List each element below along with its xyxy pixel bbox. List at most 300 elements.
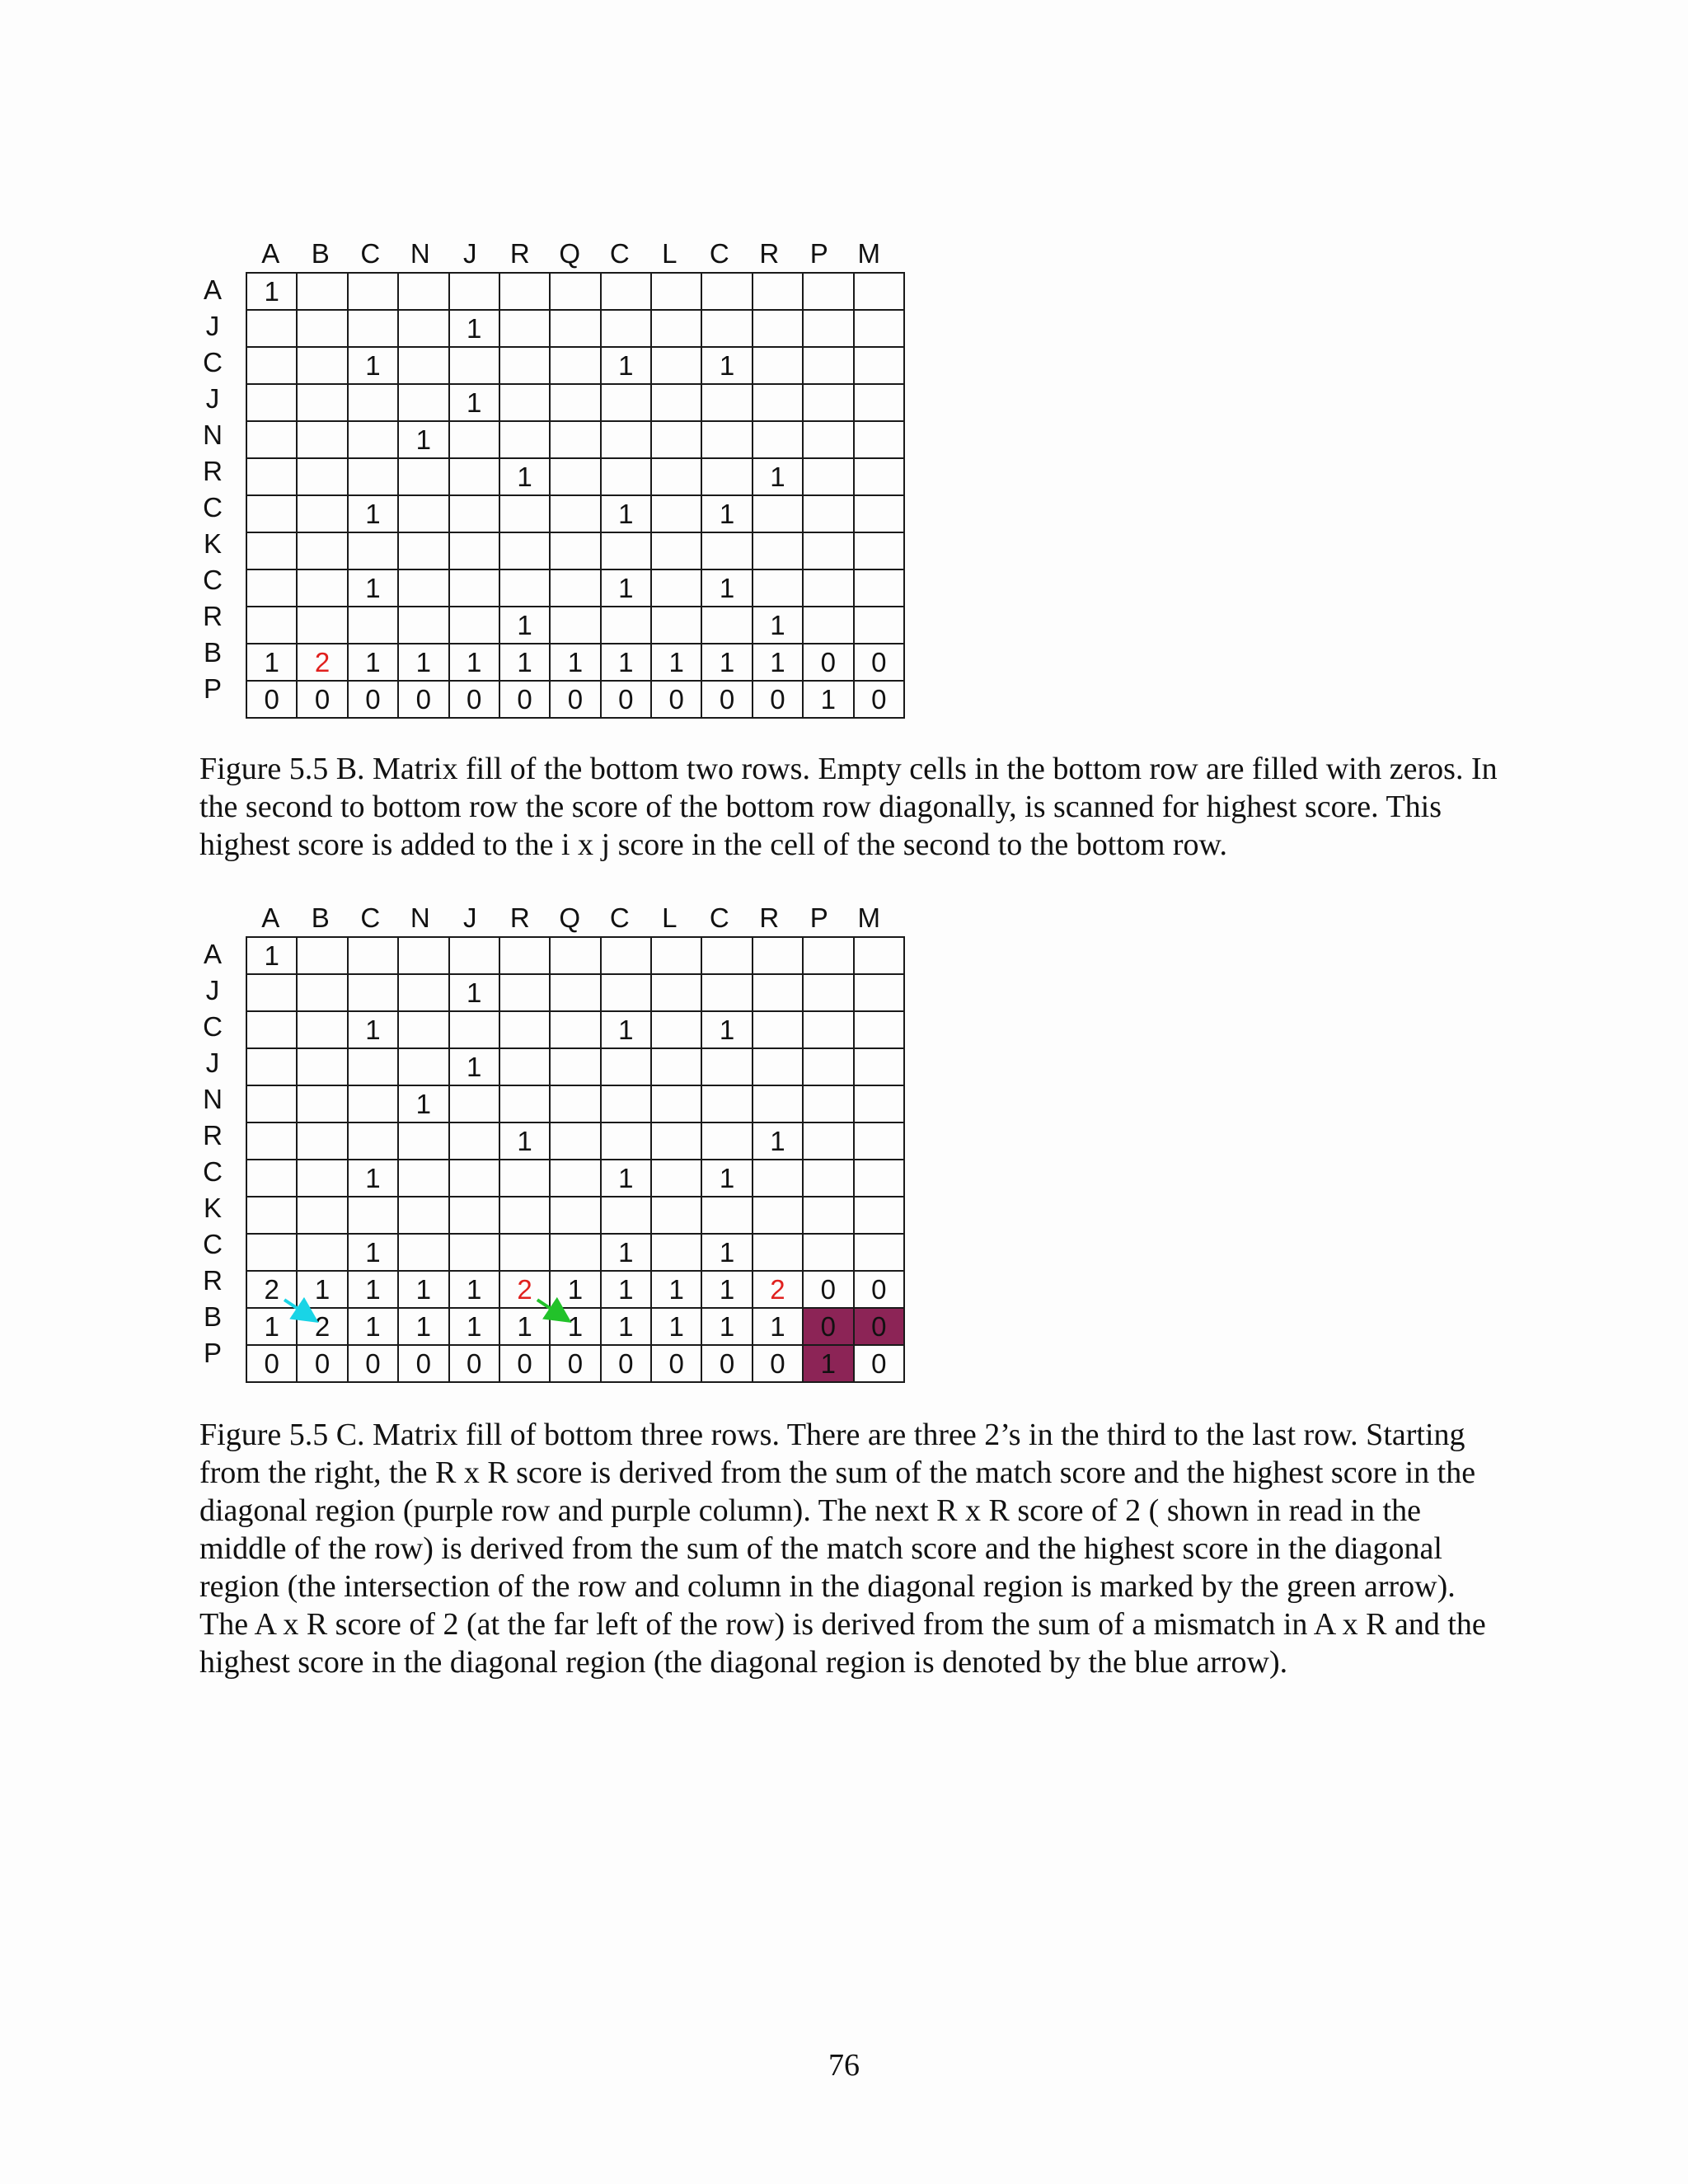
matrix-cell <box>753 495 803 532</box>
matrix-cell <box>651 495 701 532</box>
column-header: P <box>809 238 828 269</box>
matrix-cell: 1 <box>601 644 651 681</box>
matrix-cell <box>297 1085 347 1122</box>
row-headers <box>196 936 229 1371</box>
matrix-cell <box>297 532 347 569</box>
matrix-cell <box>449 1011 499 1048</box>
column-header: C <box>360 238 381 269</box>
matrix-cell <box>550 310 600 347</box>
matrix-cell <box>854 1085 905 1122</box>
matrix-cell: 0 <box>550 681 600 718</box>
matrix-cell: 1 <box>449 644 499 681</box>
column-header: C <box>609 238 630 269</box>
matrix-cell <box>398 532 448 569</box>
matrix-cell <box>701 1085 752 1122</box>
column-header: C <box>360 902 381 933</box>
matrix-cell <box>246 310 297 347</box>
matrix-cell: 1 <box>701 1160 752 1197</box>
matrix-cell <box>499 1234 550 1271</box>
matrix-cell: 0 <box>854 1271 905 1308</box>
matrix-cell <box>499 974 550 1011</box>
matrix-cell <box>449 937 499 974</box>
matrix-cell <box>753 1197 803 1234</box>
matrix-cell <box>651 458 701 495</box>
matrix-cell <box>246 384 297 421</box>
matrix-cell: 0 <box>701 681 752 718</box>
matrix-cell <box>651 1160 701 1197</box>
matrix-cell: 1 <box>348 1308 398 1345</box>
matrix-cell <box>803 1011 853 1048</box>
matrix-cell: 0 <box>651 1345 701 1382</box>
row-header: N <box>203 1084 223 1114</box>
matrix-cell <box>499 569 550 607</box>
matrix-cell: 0 <box>449 1345 499 1382</box>
matrix-cell: 1 <box>246 644 297 681</box>
matrix-cell: 1 <box>499 1122 550 1160</box>
matrix-cell <box>753 1085 803 1122</box>
matrix-cell: 0 <box>854 644 905 681</box>
matrix-cell: 1 <box>449 310 499 347</box>
matrix-cell: 1 <box>348 495 398 532</box>
matrix-cell <box>651 347 701 384</box>
matrix-cell <box>651 532 701 569</box>
matrix-cell <box>701 273 752 310</box>
matrix-cell <box>499 347 550 384</box>
matrix-cell: 1 <box>398 1085 448 1122</box>
matrix-cell <box>601 421 651 458</box>
matrix-row <box>246 607 904 644</box>
matrix-cell <box>449 421 499 458</box>
matrix-cell: 0 <box>348 681 398 718</box>
matrix-cell <box>398 1197 448 1234</box>
matrix-cell <box>601 310 651 347</box>
matrix-cell: 1 <box>398 421 448 458</box>
matrix-row <box>246 569 904 607</box>
matrix-cell <box>348 974 398 1011</box>
matrix-row <box>246 310 904 347</box>
matrix-cell <box>499 1085 550 1122</box>
matrix-cell <box>499 532 550 569</box>
matrix-cell <box>651 1048 701 1085</box>
matrix-cell <box>854 421 905 458</box>
matrix-cell: 0 <box>297 1345 347 1382</box>
column-header: M <box>857 238 880 269</box>
matrix-cell <box>398 310 448 347</box>
matrix-cell <box>398 1011 448 1048</box>
matrix-cell: 1 <box>601 1234 651 1271</box>
matrix-cell <box>398 495 448 532</box>
matrix-cell: 1 <box>348 1160 398 1197</box>
matrix-row <box>246 458 904 495</box>
matrix-cell <box>601 1122 651 1160</box>
matrix-cell <box>297 1048 347 1085</box>
matrix-cell: 1 <box>348 644 398 681</box>
matrix-cell: 0 <box>550 1345 600 1382</box>
matrix-cell <box>803 1122 853 1160</box>
matrix-cell <box>753 310 803 347</box>
matrix-cell: 2 <box>297 1308 347 1345</box>
matrix-cell <box>297 1234 347 1271</box>
column-header: Q <box>559 902 581 933</box>
column-header: C <box>709 902 729 933</box>
matrix-cell: 0 <box>449 681 499 718</box>
matrix-cell <box>550 1011 600 1048</box>
matrix-cell <box>398 1122 448 1160</box>
matrix-cell <box>651 1197 701 1234</box>
matrix-cell <box>246 607 297 644</box>
matrix-row <box>246 347 904 384</box>
matrix-cell: 1 <box>601 1271 651 1308</box>
row-header: J <box>205 975 220 1005</box>
matrix-cell <box>246 1234 297 1271</box>
matrix-cell <box>550 495 600 532</box>
matrix-cell <box>348 607 398 644</box>
matrix-cell <box>449 1234 499 1271</box>
matrix-cell <box>348 1197 398 1234</box>
matrix-cell: 1 <box>348 347 398 384</box>
matrix-cell <box>651 569 701 607</box>
matrix-row <box>246 421 904 458</box>
matrix-cell: 1 <box>550 644 600 681</box>
matrix-cell <box>803 458 853 495</box>
matrix-row <box>246 384 904 421</box>
matrix-cell <box>701 1122 752 1160</box>
matrix-cell <box>601 607 651 644</box>
column-header: P <box>809 902 828 933</box>
matrix-cell: 0 <box>297 681 347 718</box>
matrix-cell <box>348 384 398 421</box>
matrix-cell: 0 <box>348 1345 398 1382</box>
row-header: C <box>203 1229 223 1259</box>
matrix-cell: 0 <box>398 681 448 718</box>
matrix-cell <box>297 384 347 421</box>
matrix-cell <box>499 421 550 458</box>
matrix-cell <box>297 974 347 1011</box>
matrix-cell: 1 <box>398 1308 448 1345</box>
row-header: R <box>203 601 223 631</box>
matrix-cell <box>348 532 398 569</box>
matrix-cell <box>449 273 499 310</box>
row-header: J <box>205 383 220 414</box>
matrix-cell <box>297 1011 347 1048</box>
matrix-cell <box>701 1197 752 1234</box>
matrix-cell: 1 <box>803 681 853 718</box>
matrix-cell <box>753 1160 803 1197</box>
matrix-cell <box>398 1234 448 1271</box>
matrix-cell <box>499 1048 550 1085</box>
matrix-cell <box>398 607 448 644</box>
matrix-cell <box>550 1234 600 1271</box>
matrix-cell: 1 <box>701 569 752 607</box>
score-matrix <box>246 936 905 1383</box>
matrix-cell: 1 <box>246 1308 297 1345</box>
matrix-cell <box>803 532 853 569</box>
matrix-cell <box>753 974 803 1011</box>
matrix-cell <box>348 937 398 974</box>
figure-caption-c: Figure 5.5 C. Matrix fill of bottom three rows. There are three 2’s in the third to the last row. Starting from the right, the R x R score is derived from the sum of the match score and the highest score in the diagonal region (purple row and purple column). The next R x R score of 2 ( shown in read in the middle of the row) is derived from the sum of the match score and the highest score in the diagonal region (the intersection of the row and column in the diagonal region is marked by the green arrow). The A x R score of 2 (at the far left of the row) is derived from the sum of a mismatch in A x R and the highest score in the diagonal region (the diagonal region is denoted by the blue arrow). <box>199 1418 1486 1680</box>
matrix-cell <box>601 384 651 421</box>
matrix-row <box>246 1160 904 1197</box>
column-header: B <box>311 238 330 269</box>
matrix-cell <box>701 937 752 974</box>
matrix-cell: 1 <box>701 1271 752 1308</box>
matrix-cell <box>297 310 347 347</box>
matrix-cell <box>398 273 448 310</box>
matrix-cell <box>803 569 853 607</box>
matrix-cell <box>854 937 905 974</box>
matrix-cell: 1 <box>753 458 803 495</box>
matrix-cell <box>246 1197 297 1234</box>
row-header: C <box>203 347 223 377</box>
matrix-cell: 0 <box>803 644 853 681</box>
matrix-cell <box>803 1048 853 1085</box>
row-header: R <box>203 1120 223 1151</box>
matrix-cell: 1 <box>499 458 550 495</box>
row-header: J <box>205 311 220 341</box>
matrix-cell: 1 <box>601 1308 651 1345</box>
column-header: M <box>857 902 880 933</box>
matrix-row <box>246 937 904 974</box>
matrix-cell <box>701 421 752 458</box>
matrix-cell <box>753 569 803 607</box>
matrix-cell <box>398 974 448 1011</box>
matrix-cell: 0 <box>246 681 297 718</box>
row-header: R <box>203 1265 223 1296</box>
matrix-cell <box>803 273 853 310</box>
matrix-cell <box>803 974 853 1011</box>
column-headers <box>246 902 894 935</box>
row-header: C <box>203 1156 223 1187</box>
matrix-cell: 0 <box>398 1345 448 1382</box>
matrix-cell <box>297 569 347 607</box>
matrix-cell: 1 <box>701 1234 752 1271</box>
matrix-cell <box>398 1048 448 1085</box>
matrix-cell <box>550 273 600 310</box>
matrix-cell <box>550 384 600 421</box>
matrix-cell: 1 <box>449 974 499 1011</box>
matrix-row <box>246 644 904 681</box>
matrix-cell <box>854 532 905 569</box>
matrix-cell: 1 <box>246 273 297 310</box>
matrix-cell <box>246 1048 297 1085</box>
matrix-cell <box>854 384 905 421</box>
matrix-cell <box>550 974 600 1011</box>
row-headers <box>196 272 229 707</box>
matrix-cell: 1 <box>651 1271 701 1308</box>
matrix-cell <box>854 1011 905 1048</box>
matrix-cell: 1 <box>348 1011 398 1048</box>
matrix-cell <box>550 1122 600 1160</box>
matrix-cell <box>753 532 803 569</box>
matrix-row <box>246 1048 904 1085</box>
matrix-cell: 0 <box>854 681 905 718</box>
matrix-cell <box>499 1197 550 1234</box>
matrix-cell <box>246 1122 297 1160</box>
matrix-cell: 0 <box>854 1308 905 1345</box>
column-header: R <box>759 902 780 933</box>
matrix-cell <box>601 937 651 974</box>
column-headers <box>246 237 894 270</box>
matrix-cell: 2 <box>297 644 347 681</box>
matrix-row <box>246 532 904 569</box>
column-header: R <box>509 902 530 933</box>
matrix-cell: 0 <box>499 1345 550 1382</box>
column-header: J <box>463 902 477 933</box>
matrix-cell: 2 <box>246 1271 297 1308</box>
column-header: R <box>509 238 530 269</box>
matrix-cell <box>854 974 905 1011</box>
matrix-cell <box>550 1048 600 1085</box>
matrix-cell: 0 <box>701 1345 752 1382</box>
matrix-cell <box>449 1085 499 1122</box>
matrix-cell: 1 <box>449 1308 499 1345</box>
matrix-cell <box>753 273 803 310</box>
matrix-cell <box>701 532 752 569</box>
matrix-cell <box>803 1197 853 1234</box>
matrix-row <box>246 1085 904 1122</box>
matrix-cell: 1 <box>601 1160 651 1197</box>
matrix-cell: 1 <box>449 1048 499 1085</box>
matrix-cell: 1 <box>499 607 550 644</box>
matrix-cell: 1 <box>651 1308 701 1345</box>
row-header: A <box>203 274 222 305</box>
matrix-cell: 1 <box>499 644 550 681</box>
matrix-cell <box>601 532 651 569</box>
matrix-row <box>246 1011 904 1048</box>
row-header: A <box>203 939 222 969</box>
matrix-cell <box>348 458 398 495</box>
matrix-cell <box>348 310 398 347</box>
matrix-cell <box>246 458 297 495</box>
matrix-cell: 1 <box>449 384 499 421</box>
page-number: 76 <box>828 2048 860 2083</box>
row-header: J <box>205 1047 220 1078</box>
column-header: C <box>709 238 729 269</box>
matrix-cell <box>398 347 448 384</box>
matrix-cell <box>398 569 448 607</box>
matrix-cell <box>246 421 297 458</box>
matrix-cell <box>348 1122 398 1160</box>
matrix-cell <box>854 569 905 607</box>
column-header: L <box>662 902 678 933</box>
matrix-cell <box>651 607 701 644</box>
matrix-cell <box>246 1160 297 1197</box>
column-header: N <box>410 902 430 933</box>
column-header: A <box>261 238 280 269</box>
matrix-cell <box>753 384 803 421</box>
matrix-cell: 1 <box>348 1271 398 1308</box>
matrix-cell <box>449 532 499 569</box>
matrix-row <box>246 495 904 532</box>
matrix-cell <box>246 532 297 569</box>
matrix-cell <box>854 347 905 384</box>
matrix-cell <box>550 937 600 974</box>
matrix-cell <box>398 384 448 421</box>
matrix-cell: 1 <box>701 347 752 384</box>
matrix-cell <box>297 607 347 644</box>
matrix-row <box>246 1234 904 1271</box>
matrix-cell: 0 <box>753 1345 803 1382</box>
matrix-cell <box>297 1122 347 1160</box>
matrix-cell <box>854 1160 905 1197</box>
matrix-cell <box>651 1085 701 1122</box>
column-header: A <box>261 902 280 933</box>
matrix-cell <box>701 384 752 421</box>
matrix-cell: 0 <box>803 1271 853 1308</box>
row-header: B <box>203 1301 222 1332</box>
matrix-cell <box>449 607 499 644</box>
matrix-cell: 0 <box>601 1345 651 1382</box>
matrix-cell <box>398 937 448 974</box>
column-header: B <box>311 902 330 933</box>
matrix-cell <box>550 458 600 495</box>
row-header: K <box>203 528 222 559</box>
matrix-cell <box>753 937 803 974</box>
matrix-cell <box>348 1048 398 1085</box>
matrix-cell <box>651 1234 701 1271</box>
matrix-cell <box>348 273 398 310</box>
matrix-cell: 1 <box>348 1234 398 1271</box>
matrix-cell <box>550 1197 600 1234</box>
matrix-cell <box>854 1122 905 1160</box>
matrix-cell: 1 <box>753 607 803 644</box>
matrix-cell <box>854 1234 905 1271</box>
column-header: C <box>609 902 630 933</box>
column-header: Q <box>559 238 581 269</box>
matrix-row <box>246 1345 904 1382</box>
matrix-cell: 0 <box>601 681 651 718</box>
matrix-cell <box>449 458 499 495</box>
row-header: P <box>203 673 222 704</box>
matrix-cell <box>803 495 853 532</box>
matrix-row <box>246 974 904 1011</box>
matrix-cell: 1 <box>701 1011 752 1048</box>
matrix-cell <box>753 1011 803 1048</box>
matrix-cell <box>246 569 297 607</box>
matrix-cell <box>854 495 905 532</box>
matrix-cell <box>601 1085 651 1122</box>
matrix-cell <box>499 384 550 421</box>
matrix-cell: 1 <box>803 1345 853 1382</box>
matrix-cell <box>297 273 347 310</box>
matrix-cell: 1 <box>246 937 297 974</box>
matrix-cell <box>246 1085 297 1122</box>
matrix-row <box>246 681 904 718</box>
matrix-cell: 1 <box>398 1271 448 1308</box>
matrix-cell <box>701 974 752 1011</box>
row-header: C <box>203 1011 223 1042</box>
matrix-cell <box>297 458 347 495</box>
matrix-cell: 2 <box>753 1271 803 1308</box>
matrix-cell <box>601 1197 651 1234</box>
matrix-cell <box>550 1085 600 1122</box>
matrix-cell <box>601 273 651 310</box>
matrix-cell: 1 <box>753 1308 803 1345</box>
figure-caption-b: Figure 5.5 B. Matrix fill of the bottom two rows. Empty cells in the bottom row are filled with zeros. In the second to bottom row the score of the bottom row diagonally, is scanned for highest score. This highest score is added to the i x j score in the cell of the second to the bottom row. <box>199 752 1498 862</box>
row-header: C <box>203 565 223 595</box>
matrix-cell <box>449 569 499 607</box>
matrix-cell: 1 <box>398 644 448 681</box>
matrix-cell <box>449 1122 499 1160</box>
matrix-cell <box>854 1048 905 1085</box>
column-header: J <box>463 238 477 269</box>
matrix-row <box>246 273 904 310</box>
matrix-cell <box>803 1160 853 1197</box>
matrix-cell: 1 <box>701 495 752 532</box>
matrix-cell <box>651 1122 701 1160</box>
matrix-cell <box>398 458 448 495</box>
matrix-cell: 1 <box>550 1271 600 1308</box>
